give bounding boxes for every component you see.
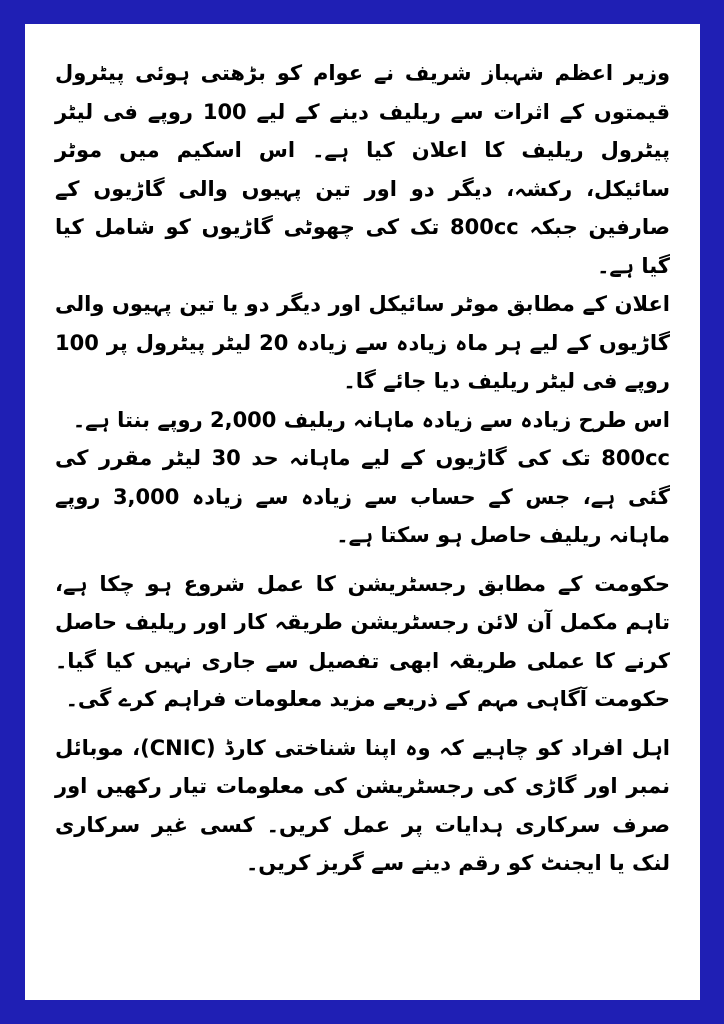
- article-page: [25, 24, 700, 1000]
- article-paragraph-4: 800cc تک کی گاڑیوں کے لیے ماہانہ حد 30 لیٹر مقرر کی گئی ہے، جس کے حساب سے زیادہ سے زیادہ 3,000 روپے ماہانہ ریلیف حاصل ہو سکتا ہے۔: [55, 446, 670, 547]
- article-paragraph-5: حکومت کے مطابق رجسٹریشن کا عمل شروع ہو چکا ہے، تاہم مکمل آن لائن رجسٹریشن طریقہ کار اور ریلیف حاصل کرنے کا عملی طریقہ ابھی تفصیل سے جاری نہیں کیا گیا۔ حکومت آگاہی مہم کے ذریعے مزید معلومات فراہم کرے گی۔: [55, 571, 670, 711]
- article-body: [55, 54, 670, 883]
- article-paragraph-2: اعلان کے مطابق موٹر سائیکل اور دیگر دو یا تین پہیوں والی گاڑیوں کے لیے ہر ماہ زیادہ سے زیادہ 20 لیٹر پیٹرول پر 100 روپے فی لیٹر ریلیف دیا جائے گا۔: [55, 292, 670, 393]
- article-paragraph-3: اس طرح زیادہ سے زیادہ ماہانہ ریلیف 2,000 روپے بنتا ہے۔: [72, 407, 670, 432]
- article-paragraph-6: اہل افراد کو چاہیے کہ وہ اپنا شناختی کارڈ (CNIC)، موبائل نمبر اور گاڑی کی رجسٹریشن کی معلومات تیار رکھیں اور صرف سرکاری ہدایات پر عمل کریں۔ کسی غیر سرکاری لنک یا ایجنٹ کو رقم دینے سے گریز کریں۔: [55, 735, 670, 875]
- article-paragraph-1: وزیر اعظم شہباز شریف نے عوام کو بڑھتی ہوئی پیٹرول قیمتوں کے اثرات سے ریلیف دینے کے لیے 100 روپے فی لیٹر پیٹرول ریلیف کا اعلان کیا ہے۔ اس اسکیم میں موٹر سائیکل، رکشہ، دیگر دو اور تین پہیوں والی گاڑیوں کے صارفین جبکہ 800cc تک کی چھوٹی گاڑیوں کو شامل کیا گیا ہے۔: [55, 61, 671, 278]
